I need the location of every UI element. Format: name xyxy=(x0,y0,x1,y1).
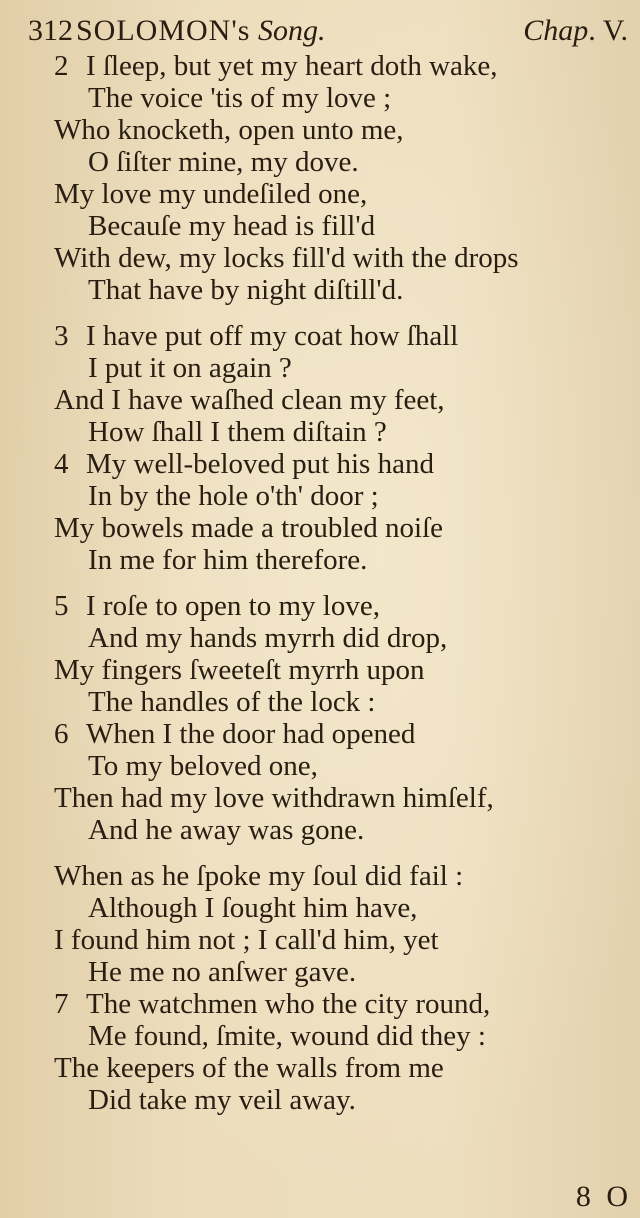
verse-number: 2 xyxy=(54,50,69,82)
line-text: I ſleep, but yet my heart doth wake, xyxy=(86,50,498,82)
poem-line xyxy=(0,622,640,654)
verse-number: 3 xyxy=(54,320,69,352)
stanza xyxy=(0,590,640,846)
line-text: O ſiſter mine, my dove. xyxy=(88,146,359,178)
line-text: To my beloved one, xyxy=(88,750,318,782)
line-text: I have put off my coat how ſhall xyxy=(86,320,459,352)
poem-line xyxy=(0,956,640,988)
poem-line xyxy=(0,50,640,82)
poem-line xyxy=(0,686,640,718)
poem-line xyxy=(0,416,640,448)
poem-line xyxy=(0,274,640,306)
line-text: The watchmen who the city round, xyxy=(86,988,491,1020)
poem-line xyxy=(0,1052,640,1084)
header-title: SOLOMON's xyxy=(76,14,251,47)
line-text: When I the door had opened xyxy=(86,718,416,750)
line-text: Although I ſought him have, xyxy=(88,892,418,924)
verse-number: 4 xyxy=(54,448,69,480)
poem-line xyxy=(0,384,640,416)
poem-line xyxy=(0,892,640,924)
line-text: My fingers ſweeteſt myrrh upon xyxy=(54,654,425,686)
poem-line xyxy=(0,988,640,1020)
line-text: In by the hole o'th' door ; xyxy=(88,480,379,512)
line-text: That have by night diſtill'd. xyxy=(88,274,404,306)
poem-line xyxy=(0,782,640,814)
line-text: When as he ſpoke my ſoul did fail : xyxy=(54,860,464,892)
line-text: Becauſe my head is fill'd xyxy=(88,210,376,242)
poem-line xyxy=(0,146,640,178)
line-text: Me found, ſmite, wound did they : xyxy=(88,1020,486,1052)
line-text: In me for him therefore. xyxy=(88,544,368,576)
line-text: With dew, my locks fill'd with the drops xyxy=(54,242,519,274)
header-song: Song. xyxy=(257,14,326,47)
poem-line xyxy=(0,1020,640,1052)
header-chapter xyxy=(523,12,628,50)
line-text: My well-beloved put his hand xyxy=(86,448,434,480)
stanza xyxy=(0,50,640,306)
poem-line xyxy=(0,480,640,512)
poem-line xyxy=(0,814,640,846)
line-text: And my hands myrrh did drop, xyxy=(88,622,448,654)
line-text: My bowels made a troubled noiſe xyxy=(54,512,443,544)
poem-line xyxy=(0,242,640,274)
poem-line xyxy=(0,114,640,146)
line-text: Did take my veil away. xyxy=(88,1084,356,1116)
line-text: I put it on again ? xyxy=(88,352,292,384)
line-text: And he away was gone. xyxy=(88,814,365,846)
line-text: How ſhall I them diſtain ? xyxy=(88,416,387,448)
chapter-label: Chap xyxy=(523,14,589,47)
line-text: And I have waſhed clean my feet, xyxy=(54,384,445,416)
page-number: 312 xyxy=(28,14,73,47)
poem-line xyxy=(0,352,640,384)
poem-line xyxy=(0,82,640,114)
poem-line xyxy=(0,924,640,956)
poem-line xyxy=(0,320,640,352)
poem-line xyxy=(0,718,640,750)
poem-line xyxy=(0,448,640,480)
line-text: Who knocketh, open unto me, xyxy=(54,114,404,146)
line-text: The keepers of the walls from me xyxy=(54,1052,444,1084)
poem-line xyxy=(0,544,640,576)
line-text: I found him not ; I call'd him, yet xyxy=(54,924,439,956)
poem-line xyxy=(0,654,640,686)
verse-number: 6 xyxy=(54,718,69,750)
catchword: 8 O xyxy=(575,1180,632,1213)
poem-line xyxy=(0,860,640,892)
poem-line xyxy=(0,590,640,622)
verse-number: 7 xyxy=(54,988,69,1020)
stanza xyxy=(0,860,640,1116)
poem-line xyxy=(0,1084,640,1116)
line-text: My love my undeſiled one, xyxy=(54,178,368,210)
poem-line xyxy=(0,512,640,544)
poem-line xyxy=(0,750,640,782)
line-text: The handles of the lock : xyxy=(88,686,376,718)
chapter-number: . V. xyxy=(588,14,628,47)
line-text: I roſe to open to my love, xyxy=(86,590,380,622)
line-text: The voice 'tis of my love ; xyxy=(88,82,392,114)
line-text: Then had my love withdrawn himſelf, xyxy=(54,782,494,814)
stanza xyxy=(0,320,640,576)
running-header xyxy=(28,12,628,50)
poem-line xyxy=(0,178,640,210)
verse-number: 5 xyxy=(54,590,69,622)
line-text: He me no anſwer gave. xyxy=(88,956,357,988)
poem-line xyxy=(0,210,640,242)
